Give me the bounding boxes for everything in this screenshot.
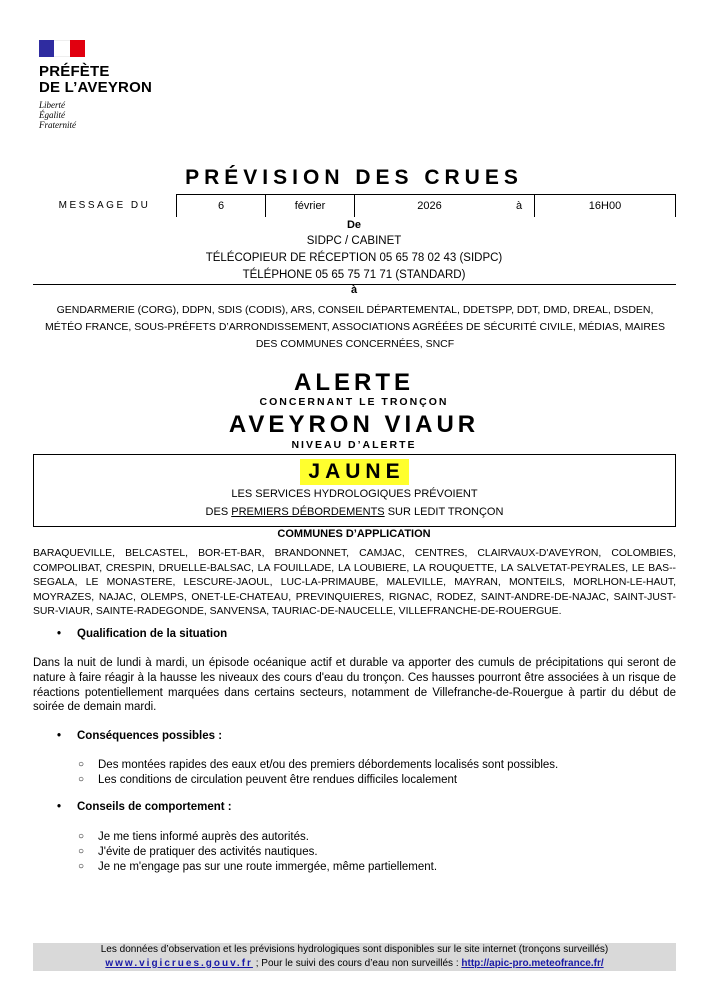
bullet-icon: • — [57, 628, 62, 640]
apic-link[interactable]: http://apic-pro.meteofrance.fr/ — [461, 957, 604, 969]
footer-separator: ; Pour le suivi des cours d’eau non surveillés : — [252, 957, 462, 969]
prefecture-line2: DE L’AVEYRON — [39, 79, 152, 96]
conseils-title: Conseils de comportement : — [77, 801, 232, 813]
prefecture-line1: PRÉFÈTE — [39, 63, 110, 80]
alert-level-line2-pre: DES — [205, 506, 232, 518]
motto-fraternite: Fraternité — [39, 120, 76, 130]
circle-bullet-icon: ○ — [78, 845, 85, 857]
phone-number: TÉLÉPHONE 05 65 75 71 71 (STANDARD) — [242, 269, 466, 281]
conseil-item-3: Je ne m'engage pas sur une route immergée, même partiellement. — [98, 860, 438, 873]
consequences-list — [78, 758, 558, 788]
qualification-title: Qualification de la situation — [77, 628, 228, 640]
alert-concerning: CONCERNANT LE TRONÇON — [259, 396, 449, 408]
vigicrues-link[interactable]: www.vigicrues.gouv.fr — [105, 957, 253, 969]
sender: SIDPC / CABINET — [306, 235, 402, 247]
alert-level-line2-post: SUR LEDIT TRONÇON — [384, 506, 504, 518]
motto-liberte: Liberté — [39, 100, 65, 110]
list-item — [78, 860, 437, 875]
message-year: 2026 — [354, 194, 504, 217]
message-date-row — [33, 194, 676, 217]
to-label: à — [350, 284, 358, 296]
circle-bullet-icon: ○ — [78, 860, 85, 872]
bullet-icon: • — [57, 730, 62, 742]
list-item — [78, 845, 437, 860]
marianne-flag-icon — [39, 40, 85, 57]
list-item — [78, 758, 558, 773]
message-label: MESSAGE DU — [58, 200, 151, 211]
recipients-list: GENDARMERIE (CORG), DDPN, SDIS (CODIS), ARS, CONSEIL DÉPARTEMENTAL, DDETSPP, DDT, DMD, DREAL, DSDEN, MÉTÉO FRANCE, SOUS-PRÉFETS D’ARRONDISSEMENT, ASSOCIATIONS AGRÉÉES DE SÉCURITÉ CIVILE, MÉDIAS, MAIRES DES COMMUNES CONCERNÉES, SNCF — [45, 304, 665, 350]
communes-list: BARAQUEVILLE, BELCASTEL, BOR-ET-BAR, BRANDONNET, CAMJAC, CENTRES, CLAIRVAUX-D'AVEYRON, COLOMBIES, COMPOLIBAT, CRESPIN, DRUELLE-BALSAC, LA FOUILLADE, LA LOUBIERE, LA ROUQUETTE, LA SALVETAT-PEYRALES, LE BAS--SEGALA, LE MONASTERE, LESCURE-JAOUL, LUC-LA-PRIMAUBE, MALEVILLE, MAYRAN, MONTEILS, MORLHON-LE-HAUT, MOYRAZES, NAJAC, OLEMPS, ONET-LE-CHATEAU, PREVINQUIERES, RIGNAC, RODEZ, SAINT-ANDRE-DE-NAJAC, SAINT-JUST-SUR-VIAUR, SAINTE-RADEGONDE, SANVENSA, TAURIAC-DE-NAUCELLE, VILLEFRANCHE-DE-ROUERGUE. — [33, 548, 676, 618]
from-label: De — [346, 219, 362, 231]
page-title: PRÉVISION DES CRUES — [185, 166, 523, 189]
message-day: 6 — [176, 194, 265, 217]
footer-banner — [33, 943, 676, 971]
message-time: 16H00 — [534, 194, 676, 217]
consequence-item-2: Les conditions de circulation peuvent être rendues difficiles localement — [98, 773, 458, 786]
footer-text: Les données d’observation et les prévisions hydrologiques sont disponibles sur le site internet (tronçons surveillés) — [100, 944, 609, 955]
qualification-heading — [57, 628, 227, 640]
bullet-icon: • — [57, 801, 62, 813]
message-at: à — [504, 194, 534, 217]
conseil-item-1: Je me tiens informé auprès des autorités. — [98, 831, 309, 843]
alert-level-label: NIVEAU D’ALERTE — [291, 439, 417, 451]
consequence-item-1: Des montées rapides des eaux et/ou des premiers débordements localisés sont possibles. — [98, 759, 559, 771]
message-month: février — [265, 194, 354, 217]
fax-number: TÉLÉCOPIEUR DE RÉCEPTION 05 65 78 02 43 (SIDPC) — [205, 252, 503, 264]
qualification-text: Dans la nuit de lundi à mardi, un épisode océanique actif et durable va apporter des cumuls de précipitations qui seront de nature à faire réagir à la hausse les niveaux des cours d'eau du tronçon. Ces hausses pourront être associées à un risque de réactions potentiellement marquées dans certains secteurs, notamment de Villefranche-de-Rouergue à partir du début de soirée de demain mardi. — [33, 657, 676, 714]
alert-level-line2 — [34, 503, 675, 521]
footer-links-line — [33, 957, 676, 971]
list-item — [78, 773, 558, 788]
republic-motto — [39, 100, 152, 130]
conseils-list — [78, 830, 437, 874]
circle-bullet-icon: ○ — [78, 759, 85, 770]
alert-level-line2-underlined: PREMIERS DÉBORDEMENTS — [231, 506, 385, 518]
consequences-heading — [57, 730, 222, 742]
alert-level-line1: LES SERVICES HYDROLOGIQUES PRÉVOIENT — [231, 488, 478, 500]
list-item — [78, 830, 437, 845]
alert-section-name: AVEYRON VIAUR — [228, 411, 480, 438]
alert-title: ALERTE — [294, 369, 414, 396]
communes-title: COMMUNES D’APPLICATION — [277, 528, 431, 540]
circle-bullet-icon: ○ — [78, 773, 85, 785]
alert-level-box — [33, 454, 676, 527]
conseils-heading — [57, 801, 232, 813]
prefecture-logo — [39, 40, 152, 130]
conseil-item-2: J'évite de pratiquer des activités nautiques. — [98, 845, 318, 858]
alert-level-badge: JAUNE — [300, 459, 408, 485]
prefecture-name — [39, 64, 152, 96]
consequences-title: Conséquences possibles : — [77, 730, 223, 742]
motto-egalite: Égalité — [39, 110, 65, 120]
circle-bullet-icon: ○ — [78, 831, 85, 842]
